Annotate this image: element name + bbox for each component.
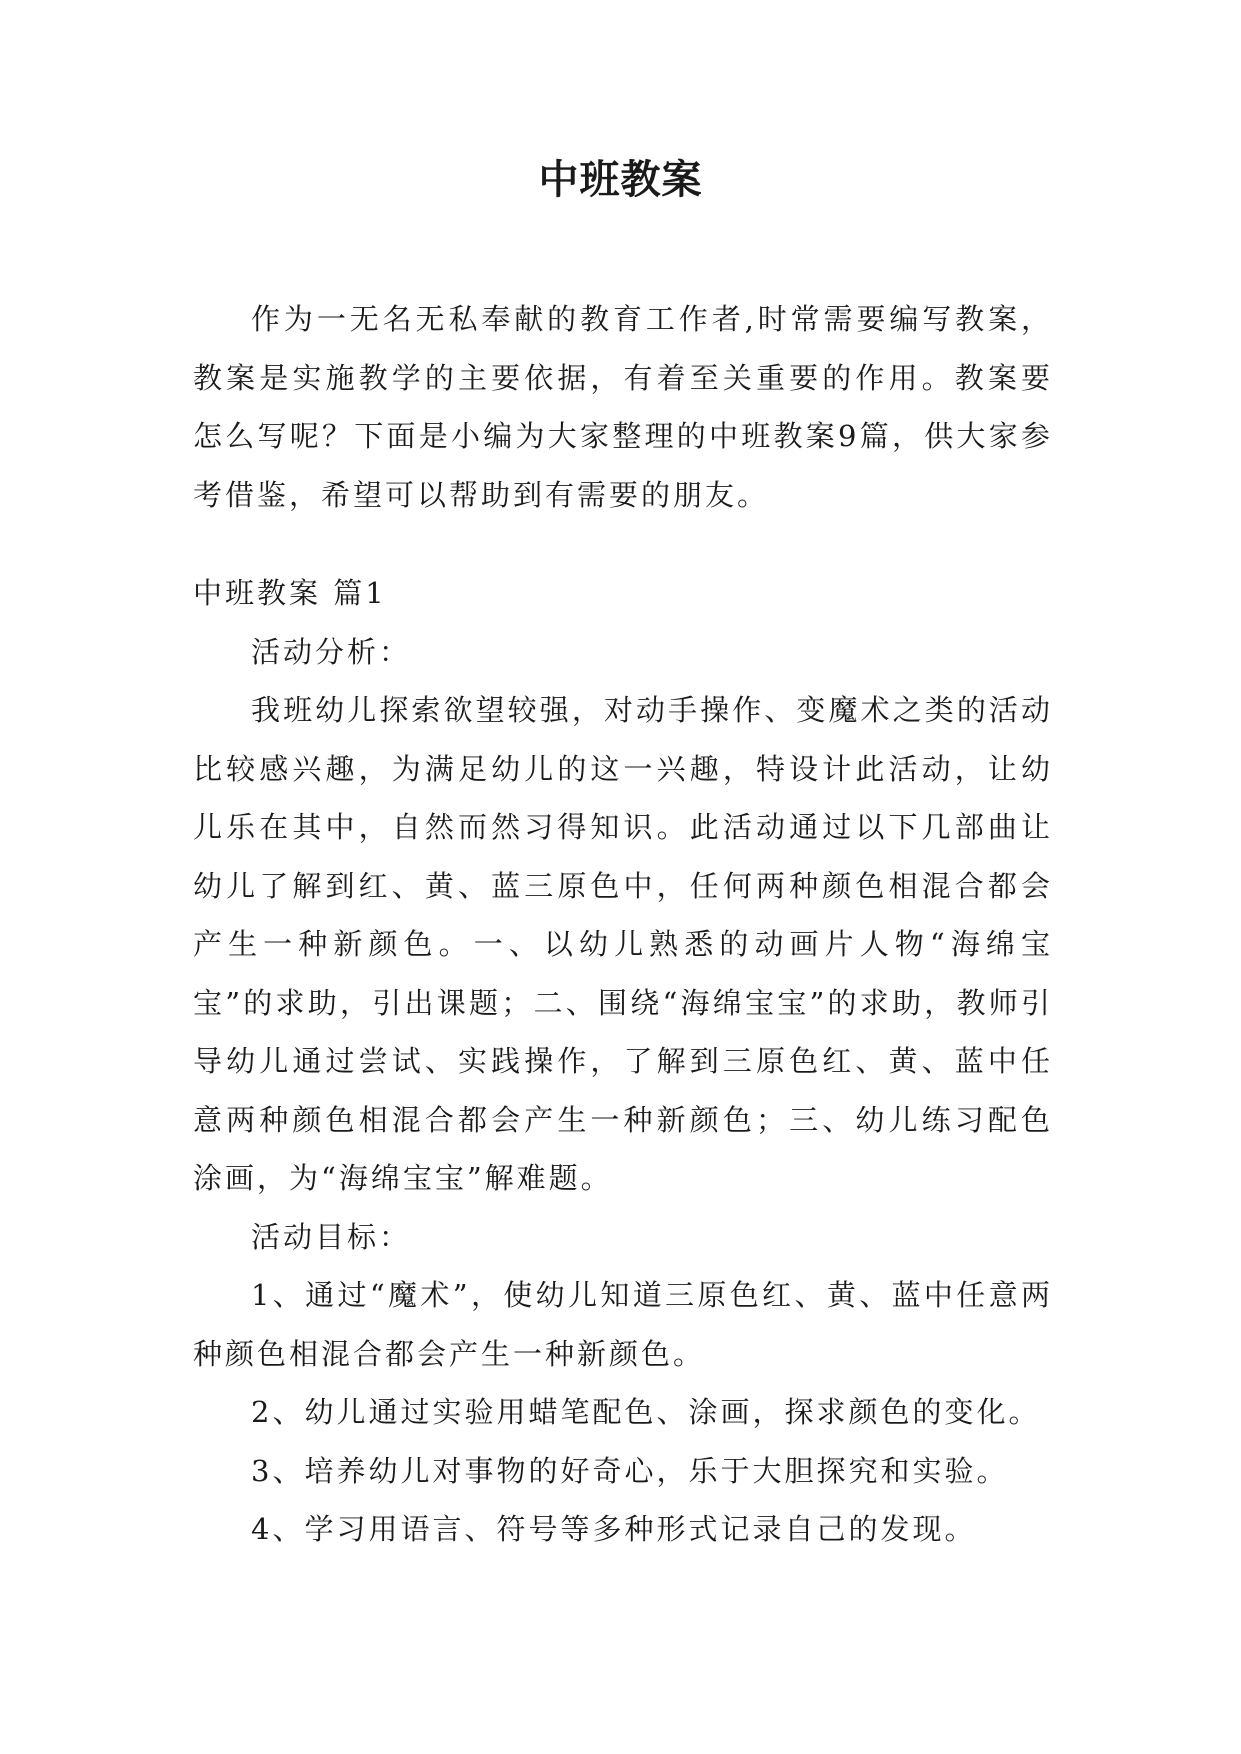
analysis-heading: 活动分析：: [251, 634, 412, 669]
goal-item-1: 1、通过“魔术”，使幼儿知道三原色红、黄、蓝中任意两种颜色相混合都会产生一种新颜色。: [193, 1278, 1053, 1371]
goal-item-4: 4、学习用语言、符号等多种形式记录自己的发现。: [251, 1512, 977, 1546]
document-body: [193, 290, 1053, 1559]
section-heading: 中班教案 篇1: [193, 576, 387, 610]
goals-heading: 活动目标：: [251, 1219, 412, 1254]
intro-paragraph: 作为一无名无私奉献的教育工作者,时常需要编写教案，教案是实施教学的主要依据，有着至关重要的作用。教案要怎么写呢？下面是小编为大家整理的中班教案9篇，供大家参考借鉴，希望可以帮助到有需要的朋友。: [193, 302, 1053, 512]
goal-item-3: 3、培养幼儿对事物的好奇心，乐于大胆探究和实验。: [251, 1453, 1009, 1488]
document-title: 中班教案: [538, 156, 703, 203]
goal-item-2: 2、幼儿通过实验用蜡笔配色、涂画，探求颜色的变化。: [251, 1395, 1041, 1429]
analysis-paragraph: 我班幼儿探索欲望较强，对动手操作、变魔术之类的活动比较感兴趣，为满足幼儿的这一兴趣，特设计此活动，让幼儿乐在其中，自然而然习得知识。此活动通过以下几部曲让幼儿了解到红、黄、蓝三原色中，任何两种颜色相混合都会产生一种新颜色。一、以幼儿熟悉的动画片人物“海绵宝宝”的求助，引出课题；二、围绕“海绵宝宝”的求助，教师引导幼儿通过尝试、实践操作，了解到三原色红、黄、蓝中任意两种颜色相混合都会产生一种新颜色；三、幼儿练习配色涂画，为“海绵宝宝”解难题。: [193, 693, 1053, 1195]
